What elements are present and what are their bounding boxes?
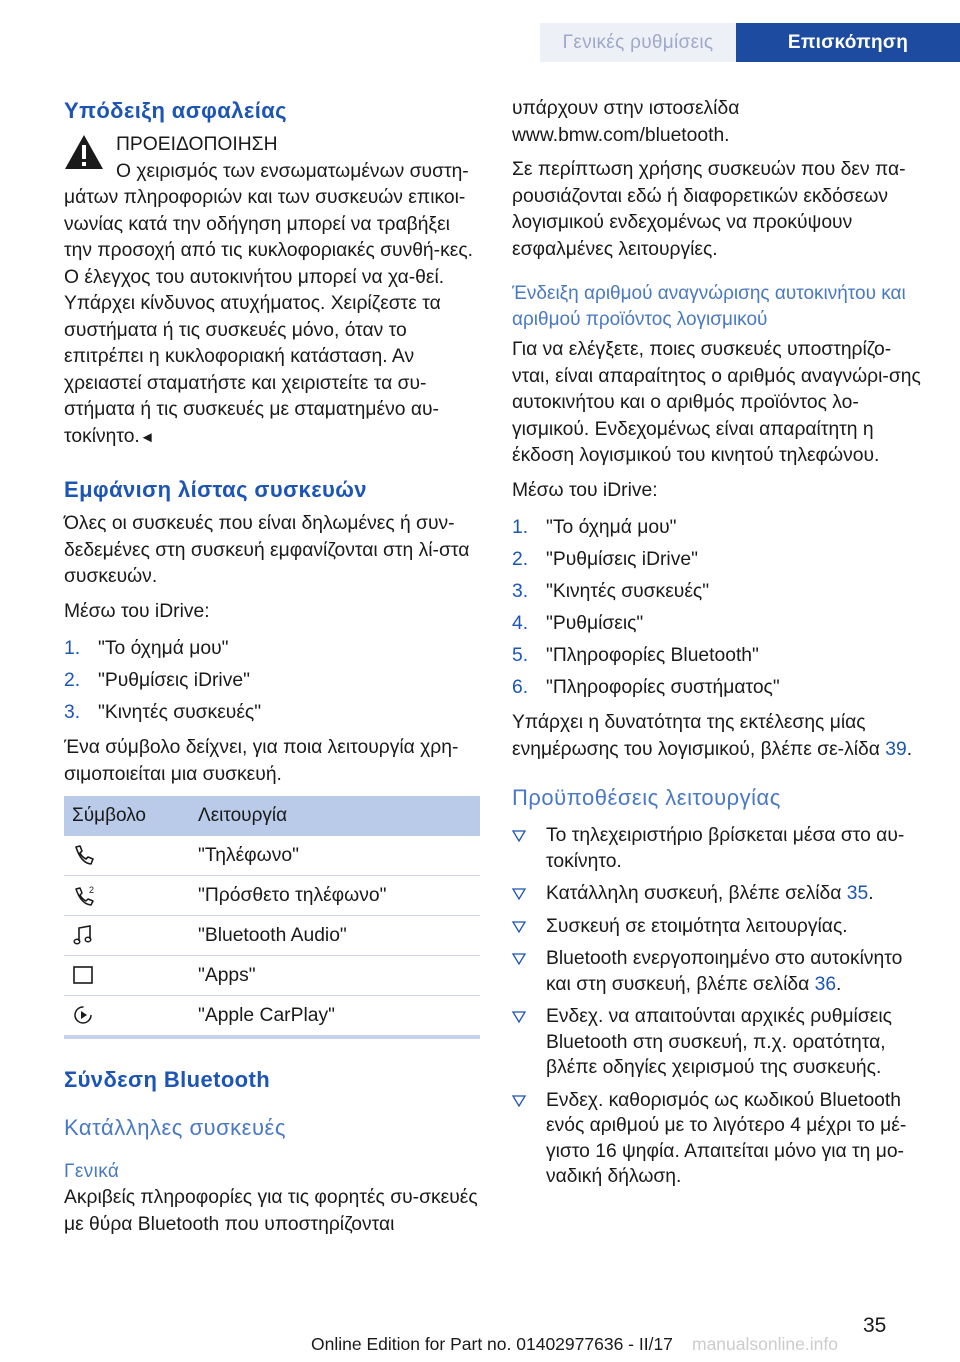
function-cell: "Apple CarPlay" [190, 996, 480, 1038]
update-text: Υπάρχει η δυνατότητα της εκτέλεσης μίας ενημέρωσης του λογισμικού, βλέπε σε-λίδα [512, 712, 880, 760]
list-item: 3. "Κινητές συσκευές" [64, 702, 262, 723]
symbol-table [64, 796, 480, 1039]
header-current-section: Επισκόπηση [736, 23, 960, 62]
via-idrive-right: Μέσω του iDrive: [512, 479, 658, 501]
list-item: 4. "Ρυθμίσεις" [512, 613, 644, 634]
id-number-text: Για να ελέγξετε, ποιες συσκευές υποστηρίζο-νται, είναι απαραίτητος ο αριθμός αναγνώρι-σης αυτοκινήτου και ο αριθμός προϊόντος λο-γισμικού. Ενδεχομένως είναι απαραίτητη η έκδοση λογισμικού του κινητού τηλεφώνου. [512, 339, 921, 466]
table-header-function: Λειτουργία [190, 796, 480, 836]
triangle-bullet-icon [512, 1010, 526, 1024]
devices-heading: Εμφάνιση λίστας συσκευών [64, 477, 367, 502]
left-steps-list [64, 633, 480, 729]
triangle-bullet-icon [512, 887, 526, 901]
right-column [512, 96, 928, 1197]
triangle-bullet-icon [512, 1094, 526, 1108]
devices-intro: Όλες οι συσκευές που είναι δηλωμένες ή συν-δεδεμένες στη συσκευή εμφανίζονται στη λί-στα συσκευών. [64, 513, 470, 587]
list-item: Ενδεχ. να απαιτούνται αρχικές ρυθμίσεις Bluetooth στη συσκευή, π.χ. ορατότητα, βλέπε οδηγίες χειρισμού της συσκευής. [512, 1004, 928, 1081]
table-row [64, 916, 480, 956]
triangle-bullet-icon [512, 920, 526, 934]
table-row [64, 956, 480, 996]
phone-2-icon [72, 884, 98, 906]
warning-text: Ο χειρισμός των ενσωματωμένων συστη-μάτων πληροφοριών και των συσκευών επικοι-νωνίας κατά την οδήγηση μπορεί να τραβήξει την προσοχή από τις κυκλοφοριακές συνθή-κες. Ο έλεγχος του αυτοκινήτου μπορεί να χα-θεί. Υπάρχει κίνδυνος ατυχήματος. Χειρίζεστε τα συστήματα ή τις συσκευές μόνο, όταν το επιτρέπει η κυκλοφοριακή κατάσταση. Αν χρειαστεί σταματήστε και χειριστείτε τα συ-στήματα ή τις συσκευές με σταματημένο αυ-τοκίνητο. [64, 160, 473, 447]
list-item: 2. "Ρυθμίσεις iDrive" [64, 670, 250, 691]
bluetooth-heading: Σύνδεση Bluetooth [64, 1067, 271, 1092]
list-item: 3. "Κινητές συσκευές" [512, 581, 710, 602]
list-item: Ενδεχ. καθορισμός ως κωδικού Bluetooth ενός αριθμού με το λιγότερο 4 μέχρι το μέ-γιστο 16 ψηφία. Απαιτείται μόνο για τη μο-ναδική δήλωση. [512, 1088, 928, 1190]
table-header-row [64, 796, 480, 836]
right-steps-list [512, 512, 928, 704]
warning-label: ΠΡΟΕΙΔΟΠΟΙΗΣΗ [116, 134, 278, 155]
warning-text-block [64, 159, 480, 452]
via-idrive-left: Μέσω του iDrive: [64, 600, 210, 622]
list-item: 6. "Πληροφορίες συστήματος" [512, 677, 780, 698]
general-heading: Γενικά [64, 1161, 120, 1182]
function-cell: "Τηλέφωνο" [190, 836, 480, 876]
list-item: Κατάλληλη συσκευή, βλέπε σελίδα 35. [512, 881, 928, 907]
continued-text: υπάρχουν στην ιστοσελίδα www.bmw.com/bluetooth. [512, 98, 740, 146]
safety-heading: Υπόδειξη ασφαλείας [64, 98, 287, 123]
svg-text:2: 2 [89, 885, 95, 896]
edition-note: Online Edition for Part no. 01402977636 - II/17 [311, 1334, 673, 1354]
page-number: 35 [863, 1314, 887, 1337]
page-header [0, 0, 960, 62]
function-cell: "Apps" [190, 956, 480, 996]
function-cell: "Πρόσθετο τηλέφωνο" [190, 876, 480, 916]
page-link-36[interactable]: 36 [814, 973, 837, 995]
list-item: 2. "Ρυθμίσεις iDrive" [512, 549, 698, 570]
list-item: 5. "Πληροφορίες Bluetooth" [512, 645, 759, 666]
music-note-icon [72, 924, 94, 946]
prerequisites-list [512, 823, 928, 1190]
carplay-icon [72, 1004, 94, 1026]
list-item: 1. "Το όχημά μου" [64, 638, 229, 659]
prerequisites-heading: Προϋποθέσεις λειτουργίας [512, 785, 781, 810]
table-header-symbol: Σύμβολο [64, 796, 190, 836]
list-item: Το τηλεχειριστήριο βρίσκεται μέσα στο αυ-τοκίνητο. [512, 823, 928, 874]
list-item: 1. "Το όχημά μου" [512, 517, 677, 538]
table-row [64, 996, 480, 1038]
function-cell: "Bluetooth Audio" [190, 916, 480, 956]
table-row [64, 876, 480, 916]
warning-triangle-icon [64, 134, 104, 170]
watermark-brand: manualsonline.info [692, 1334, 838, 1354]
apps-square-icon [72, 964, 94, 986]
page-link-35[interactable]: 35 [846, 883, 869, 904]
suitable-devices-heading: Κατάλληλες συσκευές [64, 1115, 286, 1140]
general-text: Ακριβείς πληροφορίες για τις φορητές συ-σκευές με θύρα Bluetooth που υποστηρίζονται [64, 1187, 478, 1235]
end-mark: ◄ [139, 428, 155, 446]
page-link-39[interactable]: 39 [885, 738, 907, 760]
list-item: Συσκευή σε ετοιμότητα λειτουργίας. [512, 914, 928, 940]
table-row [64, 836, 480, 876]
list-item: Bluetooth ενεργοποιημένο στο αυτοκίνητο και στη συσκευή, βλέπε σελίδα 36. [512, 946, 928, 997]
warning-block [64, 132, 480, 159]
id-number-heading: Ένδειξη αριθμού αναγνώρισης αυτοκινήτου και αριθμού προϊόντος λογισμικού [512, 283, 906, 330]
update-text-paragraph: Υπάρχει η δυνατότητα της εκτέλεσης μίας ενημέρωσης του λογισμικού, βλέπε σε-λίδα 39. [512, 712, 913, 760]
left-column [64, 96, 480, 1246]
header-section-label: Γενικές ρυθμίσεις [540, 23, 736, 62]
symbol-intro: Ένα σύμβολο δείχνει, για ποια λειτουργία χρη-σιμοποιείται μια συσκευή. [64, 737, 459, 785]
triangle-bullet-icon [512, 952, 526, 966]
triangle-bullet-icon [512, 829, 526, 843]
phone-icon [72, 844, 94, 866]
case-text: Σε περίπτωση χρήσης συσκευών που δεν πα-ρουσιάζονται εδώ ή διαφορετικών εκδόσεων λογισμικού ενδεχομένως να προκύψουν εσφαλμένες λειτουργίες. [512, 159, 906, 260]
